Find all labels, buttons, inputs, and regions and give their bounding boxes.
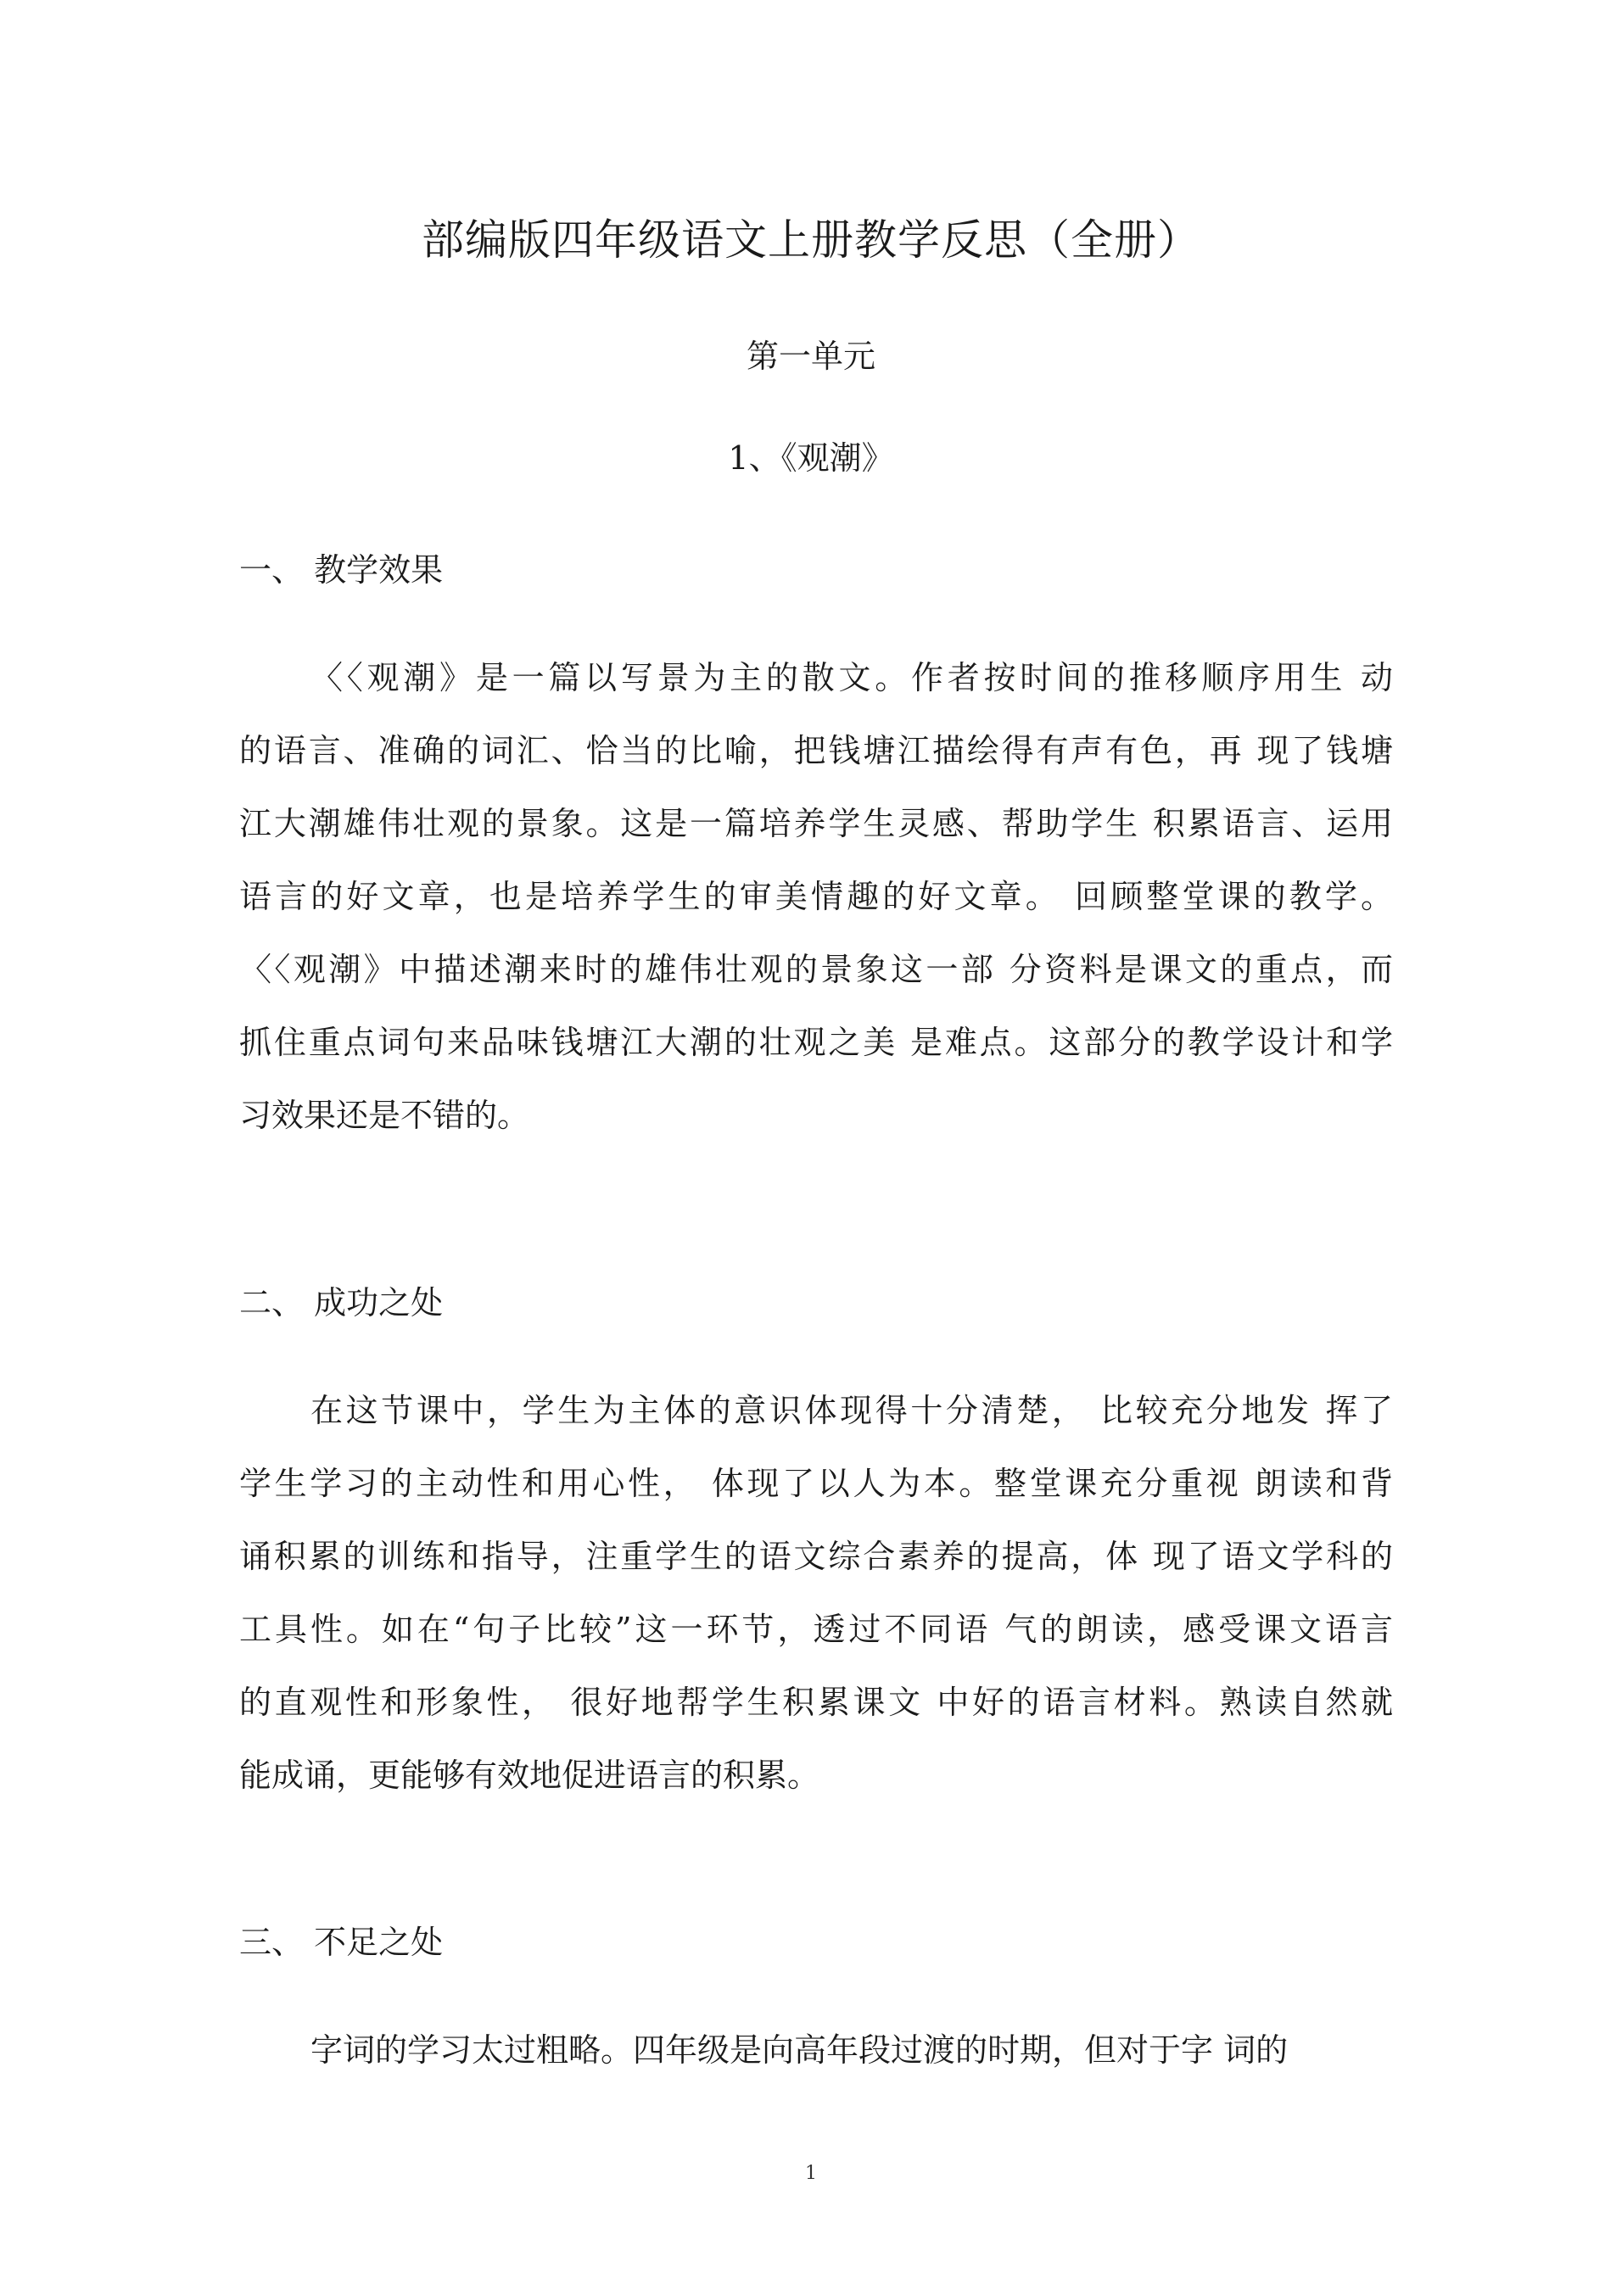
paragraph-line: 字词的学习太过粗略。四年级是向高年段过渡的时期，但对于字 词的 — [310, 2031, 1289, 2069]
paragraph-line: 学生学习的主动性和用心性， 体现了以人为本。整堂课充分重视 朗读和背 — [239, 1465, 1393, 1502]
paragraph-line: 习效果还是不错的。 — [239, 1097, 530, 1134]
paragraph-line: 在这节课中，学生为主体的意识体现得十分清楚， 比较充分地发 挥了 — [310, 1392, 1393, 1429]
paragraph-line: 诵积累的训练和指导，注重学生的语文综合素养的提高，体 现了语文学科的 — [239, 1538, 1393, 1575]
unit-heading: 第一单元 — [746, 338, 875, 375]
lesson-title: 1、《观潮》 — [728, 439, 894, 477]
paragraph-line: 能成诵，更能够有效地促进语言的积累。 — [239, 1757, 820, 1794]
paragraph-line: 语言的好文章，也是培养学生的审美情趣的好文章。 回顾整堂课的教学。 — [239, 878, 1393, 915]
section-paragraph-success — [239, 1374, 1393, 1812]
paragraph-line: 江大潮雄伟壮观的景象。这是一篇培养学生灵感、帮助学生 积累语言、运用 — [239, 805, 1393, 842]
paragraph-line: 的语言、准确的词汇、恰当的比喻，把钱塘江描绘得有声有色，再 现了钱塘 — [239, 732, 1393, 769]
section-paragraph-teaching-effect — [239, 641, 1393, 1152]
paragraph-line: 的直观性和形象性， 很好地帮学生积累课文 中好的语言材料。熟读自然就 — [239, 1684, 1393, 1721]
paragraph-line: 工具性。如在“句子比较”这一环节，透过不同语 气的朗读，感受课文语言 — [239, 1611, 1393, 1648]
section-paragraph-shortcomings — [239, 2014, 1393, 2087]
section-heading-shortcomings: 三、 不足之处 — [239, 1924, 444, 1961]
section-heading-teaching-effect: 一、 教学效果 — [239, 551, 444, 589]
page-number: 1 — [805, 2163, 817, 2184]
section-heading-success: 二、 成功之处 — [239, 1284, 444, 1321]
paragraph-line: 〈〈观潮》中描述潮来时的雄伟壮观的景象这一部 分资料是课文的重点，而 — [239, 951, 1393, 988]
paragraph-line: 抓住重点词句来品味钱塘江大潮的壮观之美 是难点。这部分的教学设计和学 — [239, 1024, 1393, 1061]
document-title: 部编版四年级语文上册教学反思（全册） — [422, 215, 1200, 265]
paragraph-line: 〈〈观潮》是一篇以写景为主的散文。作者按时间的推移顺序用生 动 — [310, 659, 1393, 696]
